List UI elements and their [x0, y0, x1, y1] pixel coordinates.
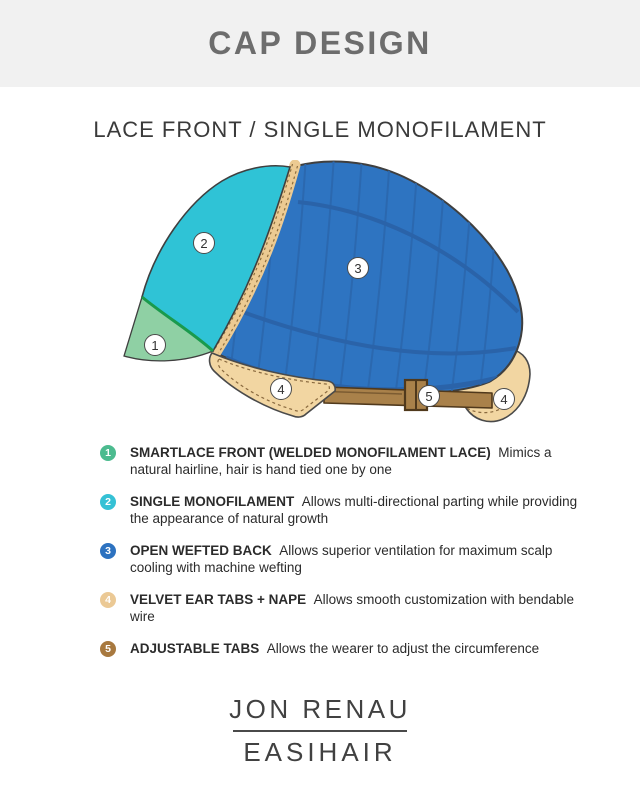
marker-5: 5: [418, 385, 440, 407]
legend-item-open-wefted-back: [100, 542, 578, 576]
brand-name-jon-renau: JON RENAU: [229, 694, 411, 724]
legend-text-2: SINGLE MONOFILAMENT Allows multi-directional parting while providing the appearance of natural growth: [130, 494, 578, 526]
marker-2: 2: [193, 232, 215, 254]
marker-4-left: 4: [270, 378, 292, 400]
legend-item-smartlace-front: [100, 444, 578, 478]
legend-item-adjustable-tabs: [100, 640, 578, 657]
legend-bullet-1: 1: [100, 445, 116, 461]
legend-bullet-2: 2: [100, 494, 116, 510]
legend: [100, 438, 578, 672]
brand-logo: [0, 694, 640, 768]
legend-item-single-monofilament: [100, 493, 578, 527]
legend-bullet-4: 4: [100, 592, 116, 608]
marker-4-right: 4: [493, 388, 515, 410]
subtitle: LACE FRONT / SINGLE MONOFILAMENT: [93, 117, 547, 142]
cap-illustration: [100, 160, 540, 430]
legend-text-4: VELVET EAR TABS + NAPE Allows smooth customization with bendable wire: [130, 592, 575, 624]
legend-text-3: OPEN WEFTED BACK Allows superior ventilation for maximum scalp cooling with machine wefting: [130, 543, 553, 575]
legend-bullet-5: 5: [100, 641, 116, 657]
marker-1: 1: [144, 334, 166, 356]
brand-divider: [233, 730, 407, 732]
legend-text-5: ADJUSTABLE TABS Allows the wearer to adjust the circumference: [130, 641, 540, 656]
brand-name-easihair: EASIHAIR: [243, 737, 397, 767]
marker-3: 3: [347, 257, 369, 279]
legend-item-velvet-ear-tabs: [100, 591, 578, 625]
legend-bullet-3: 3: [100, 543, 116, 559]
legend-text-1: SMARTLACE FRONT (WELDED MONOFILAMENT LACE) Mimics a natural hairline, hair is hand tied one by one: [130, 445, 552, 477]
page-title: CAP DESIGN: [208, 25, 432, 61]
